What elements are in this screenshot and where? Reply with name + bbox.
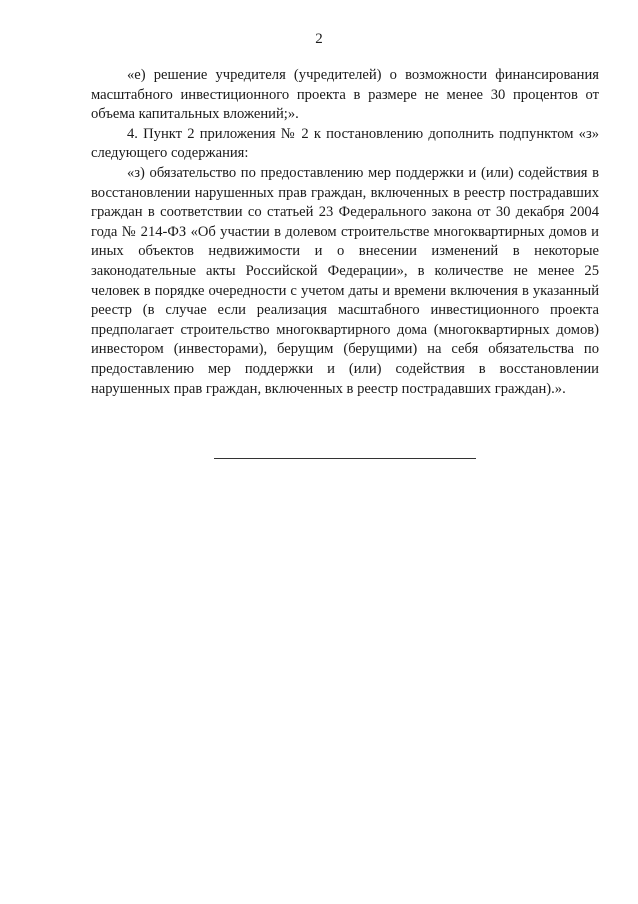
paragraph-subpoint-z: «з) обязательство по предоставлению мер поддержки и (или) содействия в восстановлении нарушенных прав граждан, включенных в реестр пострадавших граждан в соответствии со статьей 23 Федерального закона от 30 декабря 2004 года № 214-ФЗ «Об участии в долевом строительстве многоквартирных домов и иных объектов недвижимости и о внесении изменений в некоторые законодательные акты Российской Федерации», в количестве не менее 25 человек в порядке очередности с учетом даты и времени включения в указанный реестр (в случае если реализация масштабного инвестиционного проекта предполагает строительство многоквартирного дома (многоквартирных домов) инвестором (инвесторами), берущим (берущими) на себя обязательства по предоставлению мер поддержки и (или) содействия в восстановлении нарушенных прав граждан, включенных в реестр пострадавших граждан).». <box>91 164 599 397</box>
end-of-text-divider <box>214 458 476 459</box>
document-body <box>91 66 599 399</box>
page-number: 2 <box>315 31 323 47</box>
paragraph-point-4: 4. Пункт 2 приложения № 2 к постановлению дополнить подпунктом «з» следующего содержания: <box>91 125 599 162</box>
paragraph-subpoint-e: «е) решение учредителя (учредителей) о возможности финансирования масштабного инвестиционного проекта в размере не менее 30 процентов от объема капитальных вложений;». <box>91 67 599 123</box>
